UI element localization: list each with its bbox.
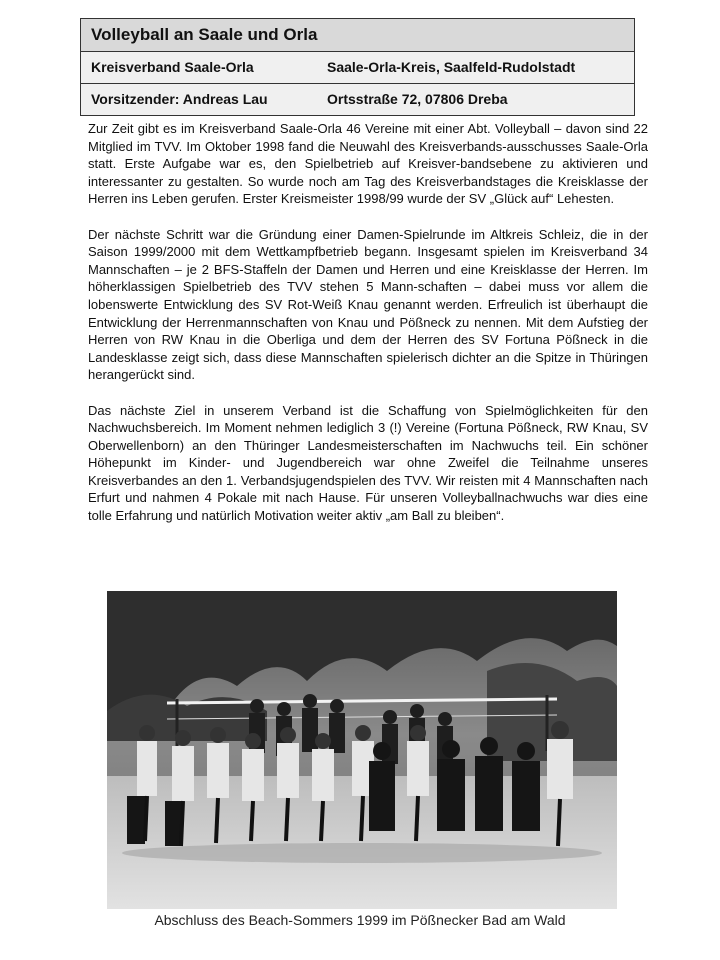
association-region: Saale-Orla-Kreis, Saalfeld-Rudolstadt — [327, 59, 576, 75]
team-photo-illustration — [107, 591, 617, 909]
header-row-chairman — [81, 84, 634, 115]
paragraph-1: Zur Zeit gibt es im Kreisverband Saale-Orla 46 Vereine mit einer Abt. Volleyball – davon sind 22 Mitglied im TVV. Im Oktober 1998 fand die Neuwahl des Kreisverbands-ausschusses Saale-Orla statt. Erste Aufgabe war es, den Spielbetrieb auf Kreisver-bandsebene zu aktivieren und interessanter zu gestalten. So wurde noch am Tag des Kreisverbandstages die Kreisklasse der Herren ins Leben gerufen. Erster Kreismeister 1998/99 wurde der SV „Glück auf“ Lehesten. — [88, 121, 648, 207]
chairman-address: Ortsstraße 72, 07806 Dreba — [327, 91, 508, 107]
photo-caption: Abschluss des Beach-Sommers 1999 im Pößnecker Bad am Wald — [154, 912, 566, 928]
header-box — [80, 18, 635, 116]
header-row-association — [81, 52, 634, 84]
page-title: Volleyball an Saale und Orla — [81, 19, 634, 52]
team-photo — [107, 591, 617, 909]
chairman-name: Vorsitzender: Andreas Lau — [91, 91, 268, 107]
paragraph-3: Das nächste Ziel in unserem Verband ist die Schaffung von Spielmöglichkeiten für den Nachwuchsbereich. Im Moment nehmen lediglich 3 (!) Vereine (Fortuna Pößneck, RW Knau, SV Oberwellenborn) an den Thüringer Landesmeisterschaften im Nachwuchs teil. Ein schöner Höhepunkt im Kinder- und Jugendbereich war ohne Zweifel die Teilnahme unseres Kreisverbandes an den 1. Verbandsjugendspielen des TVV. Wir reisten mit 4 Mannschaften nach Erfurt und nahmen 4 Pokale mit nach Hause. Für unseren Volleyballnachwuchs war dies eine tolle Erfahrung und natürlich Motivation weiter aktiv „am Ball zu bleiben“. — [88, 402, 648, 524]
association-name: Kreisverband Saale-Orla — [91, 59, 254, 75]
paragraph-2: Der nächste Schritt war die Gründung einer Damen-Spielrunde im Altkreis Schleiz, die in der Saison 1999/2000 mit dem Wettkampfbetrieb begann. Insgesamt spielen im Kreisverband 34 Mannschaften – je 2 BFS-Staffeln der Damen und Herren und eine Kreisklasse der Herren. Im höherklassigen Spielbetrieb des TVV stehen 5 Mann-schaften – dabei muss vor allem die lobenswerte Entwicklung des SV Rot-Weiß Knau genannt werden. Erfreulich ist überhaupt die Entwicklung der Herrenmannschaften von Knau und Pößneck zu nennen. Mit dem Aufstieg der Herren von RW Knau in die Oberliga und dem der Herren des SV Fortuna Pößneck in die Landesklasse zeigt sich, dass diese Mannschaften spielerisch dichter an die Spitze in Thüringen herangerückt sind. — [88, 226, 648, 383]
article-body — [88, 120, 648, 542]
